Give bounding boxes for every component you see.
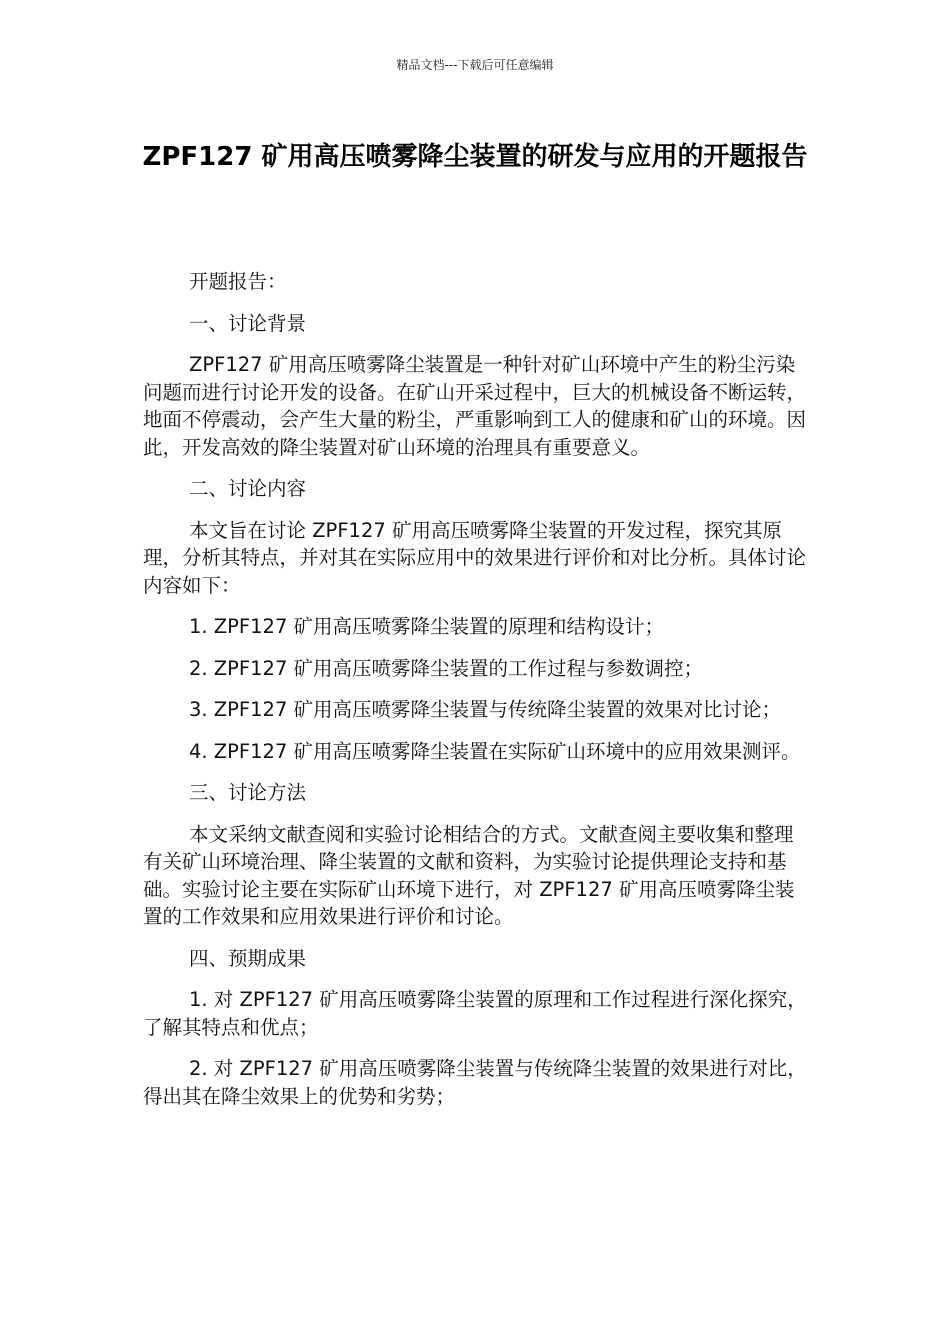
section-heading-outcomes: 四、预期成果 [189, 946, 307, 970]
list-item: 4. ZPF127 矿用高压喷雾降尘装置在实际矿山环境中的应用效果测评。 [189, 739, 801, 763]
paragraph-background: ZPF127 矿用高压喷雾降尘装置是一种针对矿山环境中产生的粉尘污染问题而进行讨论开发的设备。在矿山开采过程中，巨大的机械设备不断运转，地面不停震动，会产生大量的粉尘，严重影响到工人的健康和矿山的环境。因此，开发高效的降尘装置对矿山环境的治理具有重要意义。 [143, 353, 807, 459]
paragraph-content-intro: 本文旨在讨论 ZPF127 矿用高压喷雾降尘装置的开发过程，探究其原理，分析其特点，并对其在实际应用中的效果进行评价和对比分析。具体讨论内容如下： [143, 518, 807, 597]
list-item: 2. ZPF127 矿用高压喷雾降尘装置的工作过程与参数调控； [189, 656, 704, 680]
document-title: ZPF127 矿用高压喷雾降尘装置的研发与应用的开题报告 [142, 142, 808, 172]
section-heading-content: 二、讨论内容 [189, 477, 307, 500]
paragraph-method: 本文采纳文献查阅和实验讨论相结合的方式。文献查阅主要收集和整理有关矿山环境治理、降尘装置的文献和资料，为实验讨论提供理论支持和基础。实验讨论主要在实际矿山环境下进行，对 ZPF127 矿用高压喷雾降尘装置的工作效果和应用效果进行评价和讨论。 [143, 822, 795, 928]
section-heading-background: 一、讨论背景 [189, 311, 307, 335]
list-item: 1. ZPF127 矿用高压喷雾降尘装置的原理和结构设计； [189, 615, 665, 638]
list-item: 2. 对 ZPF127 矿用高压喷雾降尘装置与传统降尘装置的效果进行对比，得出其在降尘效果上的优势和劣势； [143, 1057, 807, 1108]
header-note: 精品文档---下载后可任意编辑 [396, 58, 554, 72]
paragraph-opening-label: 开题报告： [189, 270, 287, 293]
list-item: 1. 对 ZPF127 矿用高压喷雾降尘装置的原理和工作过程进行深化探究，了解其特点和优点； [143, 988, 807, 1039]
document-body [143, 268, 807, 1124]
list-item: 3. ZPF127 矿用高压喷雾降尘装置与传统降尘装置的效果对比讨论； [189, 698, 782, 721]
section-heading-method: 三、讨论方法 [189, 781, 307, 804]
